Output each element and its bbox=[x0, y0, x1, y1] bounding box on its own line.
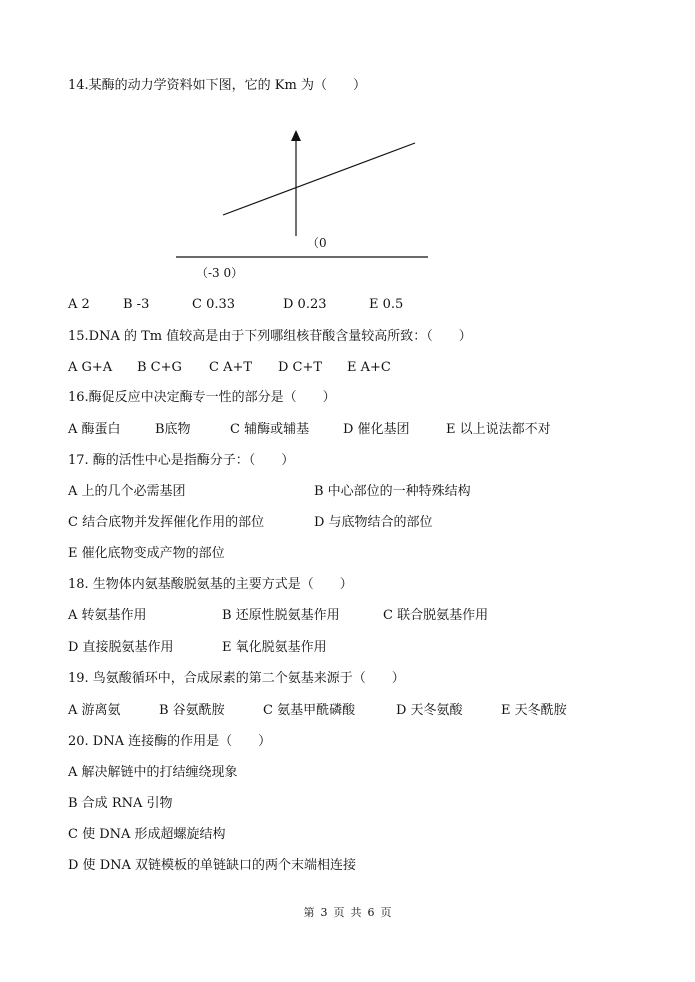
q16-option-a: A 酶蛋白 bbox=[68, 422, 121, 437]
q15-option-d: D C+T bbox=[278, 360, 323, 375]
q18-option-d: D 直接脱氨基作用 bbox=[68, 640, 174, 655]
q16-option-c: C 辅酶或辅基 bbox=[230, 422, 310, 437]
q17-option-a: A 上的几个必需基团 bbox=[68, 484, 186, 499]
q15-stem: 15.DNA 的 Tm 值较高是由于下列哪组核苷酸含量较高所致：（ ） bbox=[68, 329, 472, 344]
q20-stem: 20. DNA 连接酶的作用是（ ） bbox=[68, 734, 272, 749]
q15-option-c: C A+T bbox=[209, 360, 253, 375]
q19-option-b: B 谷氨酰胺 bbox=[159, 703, 225, 718]
q14-option-d: D 0.23 bbox=[283, 297, 327, 312]
q20-option-a: A 解决解链中的打结缠绕现象 bbox=[68, 765, 238, 780]
q14-option-e: E 0.5 bbox=[369, 297, 404, 312]
q19-option-c: C 氨基甲酰磷酸 bbox=[263, 703, 356, 718]
q15-option-e: E A+C bbox=[347, 360, 391, 375]
q15-option-a: A G+A bbox=[68, 360, 113, 375]
q19-option-a: A 游离氨 bbox=[68, 703, 121, 718]
q16-stem: 16.酶促反应中决定酶专一性的部分是（ ） bbox=[68, 390, 336, 405]
q18-option-b: B 还原性脱氨基作用 bbox=[222, 608, 340, 623]
plot-line bbox=[223, 143, 415, 215]
q20-option-c: C 使 DNA 形成超螺旋结构 bbox=[68, 827, 226, 842]
q20-option-b: B 合成 RNA 引物 bbox=[68, 796, 173, 811]
footer-mid2: 共 bbox=[350, 906, 362, 919]
q17-stem: 17. 酶的活性中心是指酶分子：（ ） bbox=[68, 453, 295, 468]
q20-option-d: D 使 DNA 双链模板的单链缺口的两个末端相连接 bbox=[68, 858, 357, 873]
q14-option-b: B -3 bbox=[123, 297, 150, 312]
q17-option-d: D 与底物结合的部位 bbox=[314, 515, 433, 530]
q14-option-a: A 2 bbox=[68, 297, 90, 312]
q18-option-e: E 氧化脱氨基作用 bbox=[222, 640, 327, 655]
q19-option-d: D 天冬氨酸 bbox=[396, 703, 463, 718]
q17-option-e: E 催化底物变成产物的部位 bbox=[68, 546, 225, 561]
q18-option-a: A 转氨基作用 bbox=[68, 608, 147, 623]
q19-stem: 19. 鸟氨酸循环中，合成尿素的第二个氨基来源于（ ） bbox=[68, 671, 405, 686]
footer-suffix: 页 bbox=[380, 906, 392, 919]
q16-option-d: D 催化基团 bbox=[343, 422, 410, 437]
q14-figure bbox=[160, 120, 460, 290]
q15-option-b: B C+G bbox=[137, 360, 182, 375]
q19-option-e: E 天冬酰胺 bbox=[501, 703, 567, 718]
y-axis-arrow-icon bbox=[291, 130, 301, 141]
footer-total-pages: 6 bbox=[367, 906, 375, 919]
footer-mid1: 页 bbox=[333, 906, 345, 919]
q17-option-b: B 中心部位的一种特殊结构 bbox=[314, 484, 471, 499]
x-intercept-label: （-3 0） bbox=[196, 266, 244, 280]
q16-option-e: E 以上说法都不对 bbox=[446, 422, 551, 437]
q14-option-c: C 0.33 bbox=[192, 297, 236, 312]
q17-option-c: C 结合底物并发挥催化作用的部位 bbox=[68, 515, 265, 530]
footer-page-number: 3 bbox=[320, 906, 328, 919]
q18-option-c: C 联合脱氨基作用 bbox=[383, 608, 489, 623]
q16-option-b: B底物 bbox=[155, 422, 191, 437]
q18-stem: 18. 生物体内氨基酸脱氨基的主要方式是（ ） bbox=[68, 577, 353, 592]
page-footer bbox=[0, 904, 695, 920]
origin-label: （0 bbox=[307, 236, 327, 250]
footer-prefix: 第 bbox=[303, 906, 315, 919]
q14-stem: 14.某酶的动力学资料如下图，它的 Km 为（ ） bbox=[68, 78, 366, 93]
